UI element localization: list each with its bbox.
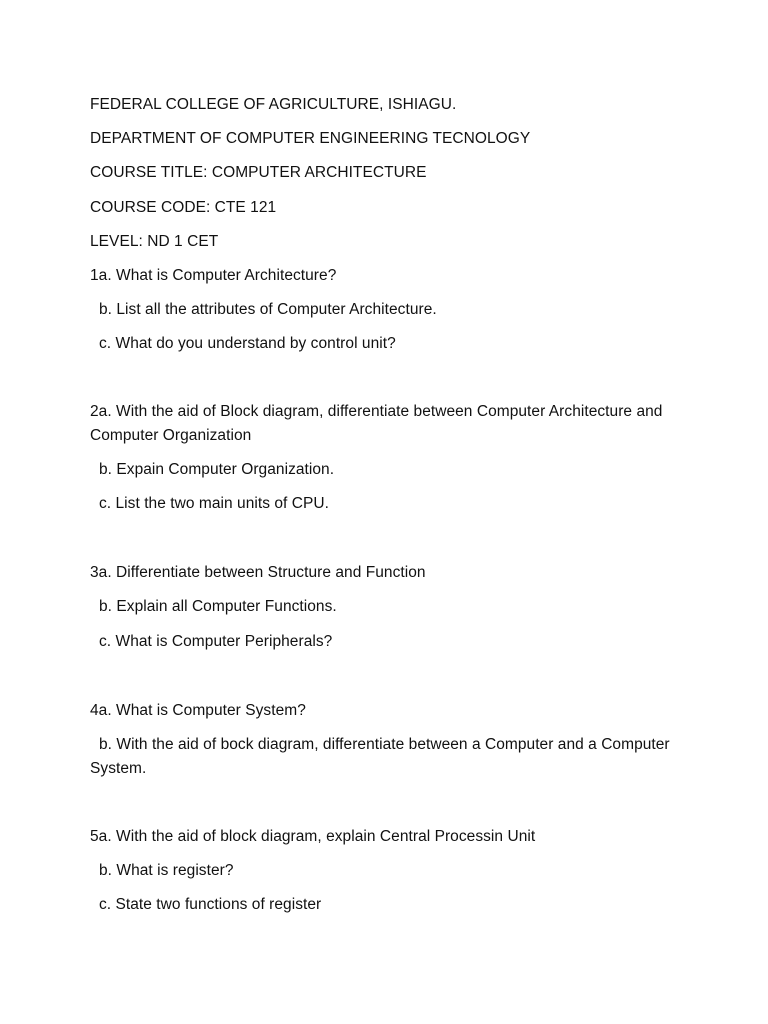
question-3b: b. Explain all Computer Functions. xyxy=(99,598,337,615)
question-4a: 4a. What is Computer System? xyxy=(90,702,306,719)
college-name: FEDERAL COLLEGE OF AGRICULTURE, ISHIAGU. xyxy=(90,96,457,113)
question-5a: 5a. With the aid of block diagram, explain Central Processin Unit xyxy=(90,828,536,845)
question-1b: b. List all the attributes of Computer Architecture. xyxy=(99,301,437,318)
question-3a: 3a. Differentiate between Structure and Function xyxy=(90,564,426,581)
course-title: COURSE TITLE: COMPUTER ARCHITECTURE xyxy=(90,164,427,181)
level: LEVEL: ND 1 CET xyxy=(90,233,219,250)
question-4b: b. With the aid of bock diagram, differentiate between a Computer and a Computer System. xyxy=(90,736,670,777)
question-2b: b. Expain Computer Organization. xyxy=(99,461,335,478)
question-1a: 1a. What is Computer Architecture? xyxy=(90,267,337,284)
department-name: DEPARTMENT OF COMPUTER ENGINEERING TECNOLOGY xyxy=(90,130,531,147)
course-code: COURSE CODE: CTE 121 xyxy=(90,199,277,216)
question-5c: c. State two functions of register xyxy=(99,896,322,913)
question-2a: 2a. With the aid of Block diagram, differentiate between Computer Architecture and Computer Organization xyxy=(90,403,663,444)
question-5b: b. What is register? xyxy=(99,862,234,879)
question-1c: c. What do you understand by control unit? xyxy=(99,335,396,352)
question-2c: c. List the two main units of CPU. xyxy=(99,495,329,512)
question-3c: c. What is Computer Peripherals? xyxy=(99,633,333,650)
